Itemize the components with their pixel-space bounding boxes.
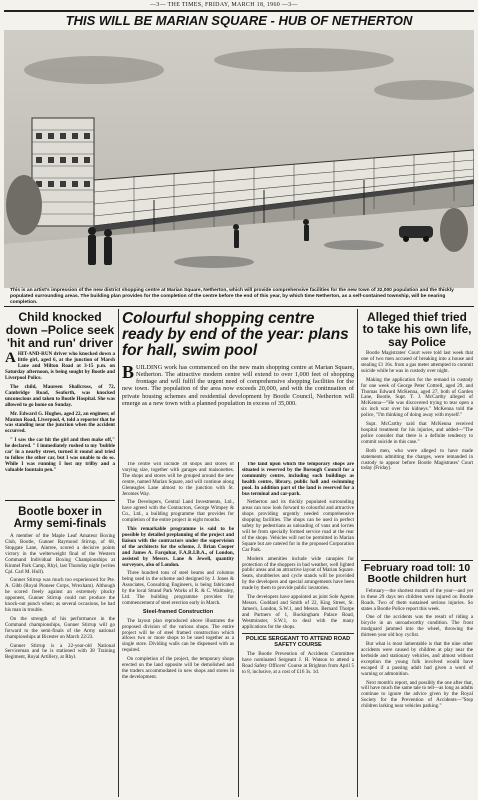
drop-cap: B (122, 361, 135, 382)
article-headline: Colourful shopping centre ready by end of the year: plans for hall, swim pool (122, 310, 349, 360)
drop-cap: A (5, 350, 16, 367)
photo-caption: This is an artist's impression of the new district shopping centre at Marian Square, Netherton, which will provide comprehensive facilities for the new town of 32,000 population and the thickly populated surrounding areas. The building plan provides for the completion of the centre before the end of this year, by which time Netherton, as a self-contained township, will be nearing completion. (10, 288, 454, 305)
shopping-column-2: The land upon which the temporary shops are situated is reserved by the Borough Council for a community centre, including such buildings as health centre, library, public hall and swimming pool. In addition part of the land is reserved for a bus terminal and car-park. Netherton and its thickly populated surrounding areas can now look forward to colourful and attractive shops providing urgently needed comprehensive shopping facilities. The shops can be used in perfect safety by pedestrians as unloading of vans and lorries will be from specially formed service road at the rear of the shops. Vehicles will not be permitted in Marian Square but are catered for in the proposed Corporation Car Park. Modern amenities include wide canopies for protection of the shoppers in bad weather, well lighted public areas and an attractive layout of Marian Square. Seats, shrubberies and cycle stands will be provided by the developers and special arrangements have been made by them to provide public lavatories. The developers have appointed as joint Sole Agents Messrs. Goddard and Smith of 22, King Street, St. James's, London, S.W.1, and Messrs. Bernard Thorpe and Partners of 1, Buckingham Palace Road, Westminster, S.W.1, to deal with the many applications for the shops. POLICE SERGEANT TO ATTEND ROAD SAFETY COURSE The Bootle Prevention of Accidents Committee have nominated Sergeant J. H. Watson to attend a Road Safety Officers' Course at Brighton from April 5 to 8, inclusive, at a cost of £16 3s. 1d. (242, 462, 354, 675)
shopping-centre-illustration (4, 30, 474, 288)
article-headline: Bootle boxer in Army semi-finals (13, 506, 107, 531)
police-sergeant-headline: POLICE SERGEANT TO ATTEND ROAD SAFETY COURSE (245, 636, 351, 649)
article-road-toll: February road toll: 10 Bootle children hurt February—the shortest month of the year—and yet in these 29 days ten children were injured on Bootle Roads. Two of them sustained serious injuries. So states a Bootle Police report this week. One of the accidents was the result of riding a bicycle in an unroadworthy condition. The front mudguard jammed into the wheel, throwing the thirteen year old boy cyclist. But what is most lamentable is that the nine other accidents were caused by children at play near the kerbside and stationary vehicles, and almost without exception the young folk involved would have escaped if a passing adult had given a word of warning or admonition. Next month's report, and possibly the one after that, will have much the same tale to tell—as long as adults continue to ignore the advice given by the Royal Society for the Prevention of Accidents—"Stop children larking near vehicles parking." (361, 564, 473, 710)
article-alleged-thief: Alleged thief tried to take his own life, say Police Bootle Magistrates' Court were told last week that one of two men accused of breaking into a house and stealing £1 16s. from a gas meter attempted to commit suicide while he was in custody over night. Making the application for the remand in custody for one week of George Peter Cottrell, aged 29, and Thomas Edward McKenna, aged 27, both of Garden Lane, Bootle, Supt. T. J. McCarthy alleged of McKenna—"He was discovered trying to tear open a six inch scar over his kidneys." McKenna told the police, "I'm thinking of doing away with myself." Supt. McCarthy said that McKenna received hospital treatment for his injuries, and added—"The police consider that there is a definite tendency to commit suicide in this case." Both men, who were alleged to have made statements admitting the charges, were remanded in custody to appear before Bootle Magistrates' Court today (Friday). (361, 311, 473, 472)
article-headline: February road toll: 10 Bootle children hurt (363, 564, 471, 585)
article-headline: Child knocked down –Police seek 'hit and run' driver (5, 311, 115, 350)
article-child-knocked-down: Child knocked down –Police seek 'hit and run' driver A HIT-AND-RUN driver who knocked down a little girl, aged 6, at the junction of Marsh Lane and Milton Road at 3-15 p.m. on Saturday afternoon, is being sought by Bootle and Liverpool Police. The child, Maureen Shallcross, of 72, Cambridge Road, Seaforth, was knocked unconscious and taken to Bootle Hospital. She was allowed to go home on Sunday. Mr. Edward G. Hughes, aged 22, an engineer, of Manton Road, Liverpool, 4, told a reporter that he was standing near the junction when the accident occurred. " I saw the car hit the girl and then make off," he declared. " I immediately rushed to my 'bubble car' in a nearby street, turned it round and tried to follow the other car, but I was unable to do so. While I was running I lost my trilby and a valuable fountain pen." (5, 311, 115, 473)
section-divider (5, 500, 115, 501)
shopping-column-1: The centre will include 38 shops and stores of varying size, together with garages and maisonettes. The shops and stores will be grouped around the new centre, named Marian Square, and will continue along Gleneagles Lane almost to the junction with St. Jeromes Way. The Developers, Central Land Investments, Ltd., have agreed with the Contractors, George Wimpey & Co., Ltd., a building programme that provides for completion of the entire project in eight months. This remarkable programme is said to be possible by detailed preplanning of the project and liaison with the contractors under the supervision of the architects for the scheme, J. Brian Cooper and James A. Farquhar, F.A.R.I.B.A., of London, assisted by Messrs. Lane & Jewell, quantity surveyors, also of London. Three hundred tons of steel beams and columns being used in the scheme and designed by J. Jones & Associates, Consulting Engineers, is being fabricated by the local Strand Park Works of R. & C. Walmsley, Ltd. The building programme provides for commencement of steel erection early in March. Steel-framed Construction The layout plan reproduced above illustrates the proposed division of the various shops. The entire project will be of steel framed construction which allows two or more shops to be used together as a single store. Dividing walls can be dispensed with as required. On completion of the project, the temporary shops erected on the land opposite will be demolished and the traders accommodated in new shops and stores in the development. (122, 462, 234, 680)
article-headline: Alleged thief tried to take his own life, say Police (362, 311, 472, 349)
running-head: —3— THE TIMES, FRIDAY, MARCH 18, 1960 —3— (150, 2, 298, 8)
article-bootle-boxer: Bootle boxer in Army semi-finals A member of the Maple Leaf Amateur Boxing Club, Bootle, Gunner Raymond Stirrup, of 68, Stopgate Lane, Aintree, scored a decisive points victory in the welterweight final of the Western Command Individual Boxing Championships at Kinmel Park Camp, Rhyl, last Thursday night (writes Cpl. Carl M. Hull). Gunner Stirrup was much too experienced for Pte. A. Gibb (Royal Pioneer Corps, Wrexham). Although he scored freely against an extremely plucky opponent, Gunner Stirrup could not produce the knock-out punch when; as several occasions, he had his man in trouble. On the strength of his performance in the Command championships, Gunner Stirrup will go forward to the semi-finals of the Army national championships at Bicester on March 22/23. Gunner Stirrup is a 22-year-old National Serviceman and he is stationed with 38 Training Regiment, Royal Artillery, at Rhyl. (5, 506, 115, 661)
column-rule (238, 462, 239, 797)
main-headline: THIS WILL BE MARIAN SQUARE - HUB OF NETHERTON (4, 10, 474, 31)
subheading-steel: Steel-framed Construction (142, 608, 214, 615)
column-rule (118, 309, 119, 797)
column-rule (357, 309, 358, 797)
article-shopping-centre: Colourful shopping centre ready by end of the year: plans for hall, swim pool BUILDING work has commenced on the new main shopping centre at Marian Square, Netherton. The attractive modern centre will extend to over 1,000 feet of shopping frontage and will fulfil the urgent need of comprehensive shopping facilities for the new town. The population of the area now exceeds 20,000, and with the continuation of private housing schemes and residential development by Bootle Council, Netherton will emerge as a new town with a planned population in excess of 35,000. (122, 310, 354, 407)
section-divider (4, 306, 474, 307)
artist-impression-image (4, 30, 474, 288)
section-divider (361, 560, 473, 561)
